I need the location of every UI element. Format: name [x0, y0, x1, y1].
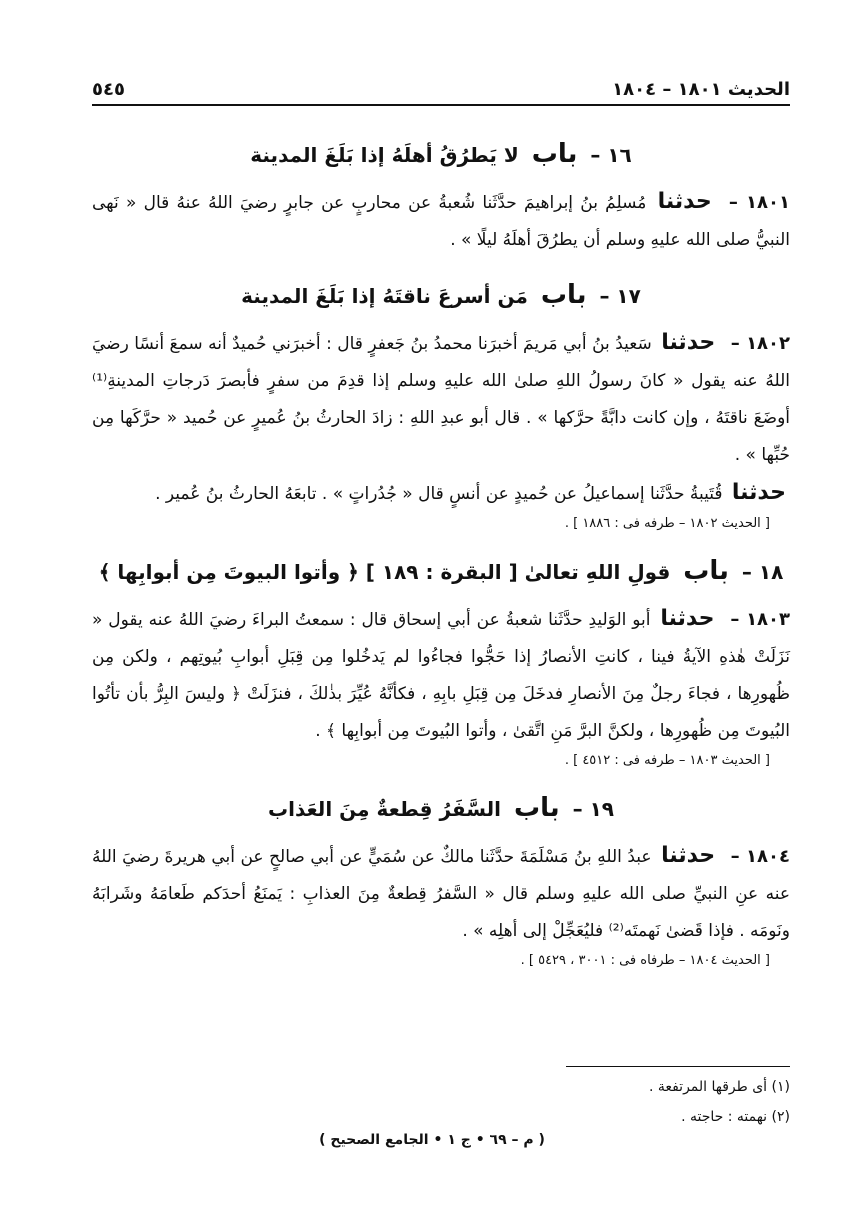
page-number: ٥٤٥	[92, 79, 125, 100]
main-text	[92, 118, 790, 982]
chapter-heading	[92, 138, 790, 171]
chapter-number: ١٦ –	[590, 143, 632, 167]
hadith-paragraph	[92, 183, 790, 259]
chapter-word: باب	[531, 139, 578, 169]
footnotes	[300, 1072, 790, 1132]
footnote-rule	[566, 1066, 790, 1067]
haddathana-word: حدثنا	[661, 843, 716, 868]
chapter-word: باب	[683, 556, 729, 586]
chapter-heading	[92, 555, 790, 588]
chapter-title: مَن أسرعَ ناقتَهُ إذا بَلَغَ المدينة	[241, 284, 528, 308]
hadith-paragraph	[92, 324, 790, 474]
hadith-text: عبدُ اللهِ بنُ مَسْلَمَةَ حدَّثَنا مالكٌ عن سُمَيٍّ عن أبي صالحٍ عن أبي هريرةَ رضيَ اللهُ عنه عنِ النبيِّ صلى الله عليهِ وسلم قال « السَّفرُ قِطعةٌ مِنَ العذابِ : يَمنَعُ أحدَكم طَعامَهُ وشَرابَهُ ونَومَه . فإذا قَضىٰ نَهمتَه⁽²⁾ فليُعَجِّلْ إلى أهلِه » .	[92, 847, 790, 941]
hadith-paragraph	[92, 474, 790, 513]
header-rule	[92, 104, 790, 106]
hadith-text: أبو الوَليدِ حدَّثَنا شعبةُ عن أبي إسحاق قال : سمعتُ البراءَ رضيَ اللهُ عنه يقول « نَزَلَتْ هٰذهِ الآيةُ فينا ، كانتِ الأنصارُ إذا حَجُّوا فجاءُوا لم يَدخُلوا مِن قِبَلِ أبوابِ بُيوتِهم ، ولكن مِن ظُهورِها ، فجاءَ رجلٌ مِنَ الأنصارِ فدخَلَ مِن قِبَلِ بابِهِ ، فكأنَّهُ عُيِّرَ بذٰلكَ ، فنزَلَتْ ﴿ وليسَ البِرُّ بأن تأتُوا البُيوتَ مِن ظُهورِها ، ولكنَّ البرَّ مَنِ اتَّقىٰ ، وأتوا البُيوتَ مِن أبوابِها ﴾ .	[92, 610, 790, 741]
haddathana-word: حدثنا	[731, 480, 786, 505]
page-footer: ( م – ٦٩ • ج ١ • الجامع الصحيح )	[319, 1132, 545, 1148]
cross-reference-note: [ الحديث ١٨٠٣ – طرفه فى : ٤٥١٢ ] .	[564, 753, 770, 768]
chapter-number: ١٩ –	[572, 797, 614, 821]
hadith-number: ١٨٠٢ –	[730, 333, 791, 354]
chapter-word: باب	[540, 280, 587, 310]
hadith-paragraph	[92, 837, 790, 950]
chapter-title: قولِ اللهِ تعالىٰ [ البقرة : ١٨٩ ] ﴿ وأتوا البيوتَ مِن أبوابِها ﴾	[98, 560, 671, 584]
hadith-number: ١٨٠٤ –	[730, 846, 790, 867]
chapter-title: لا يَطرُقُ أهلَهُ إذا بَلَغَ المدينة	[250, 143, 519, 167]
cross-reference-note: [ الحديث ١٨٠٤ – طرفاه فى : ٣٠٠١ ، ٥٤٢٩ ] .	[520, 953, 770, 968]
hadith-text: قُتَيبةُ حدَّثَنا إسماعيلُ عن حُميدٍ عن أنسٍ قال « جُدُراتٍ » . تابعَهُ الحارثُ بنُ عُمير .	[155, 484, 723, 504]
running-title: الحديث ١٨٠١ – ١٨٠٤	[612, 79, 790, 100]
hadith-number: ١٨٠١ –	[728, 192, 790, 213]
chapter-heading	[92, 279, 790, 312]
cross-reference-note: [ الحديث ١٨٠٢ – طرفه فى : ١٨٨٦ ] .	[564, 516, 770, 531]
chapter-title: السَّفَرُ قِطعةٌ مِنَ العَذاب	[268, 797, 501, 821]
footnote: (٢) نهمته : حاجته .	[681, 1109, 790, 1125]
haddathana-word: حدثنا	[660, 606, 715, 631]
hadith-number: ١٨٠٣ –	[730, 609, 791, 630]
haddathana-word: حدثنا	[661, 330, 716, 355]
chapter-number: ١٧ –	[599, 284, 641, 308]
hadith-text: سَعيدُ بنُ أبي مَريمَ أخبرَنا محمدُ بنُ جَعفرٍ قال : أخبرَني حُميدٌ أنه سمعَ أنسًا رضيَ اللهُ عنه يقول « كانَ رسولُ اللهِ صلىٰ الله عليهِ وسلم إذا قدِمَ من سفرٍ فأبصرَ دَرجاتِ المدينةِ⁽¹⁾ أوضَعَ ناقتَهُ ، وإن كانت دابَّةً حرَّكها » . قال أبو عبدِ اللهِ : زادَ الحارثُ بنُ عُميرٍ عن حُميد « حرَّكَها مِن حُبِّها » .	[92, 334, 790, 465]
hadith-text: مُسلِمُ بنُ إبراهيمَ حدَّثَنا شُعبةُ عن محاربٍ عن جابرٍ رضيَ اللهُ عنهُ قال « نَهى النبيُّ صلى الله عليهِ وسلم أن يطرُقَ أهلَهُ ليلًا » .	[92, 193, 790, 250]
hadith-paragraph	[92, 600, 790, 750]
haddathana-word: حدثنا	[657, 189, 712, 214]
chapter-heading	[92, 792, 790, 825]
chapter-word: باب	[513, 793, 560, 823]
page-header	[92, 70, 790, 100]
chapter-number: ١٨ –	[741, 560, 784, 584]
footnote: (١) أى طرقها المرتفعة .	[648, 1079, 790, 1095]
